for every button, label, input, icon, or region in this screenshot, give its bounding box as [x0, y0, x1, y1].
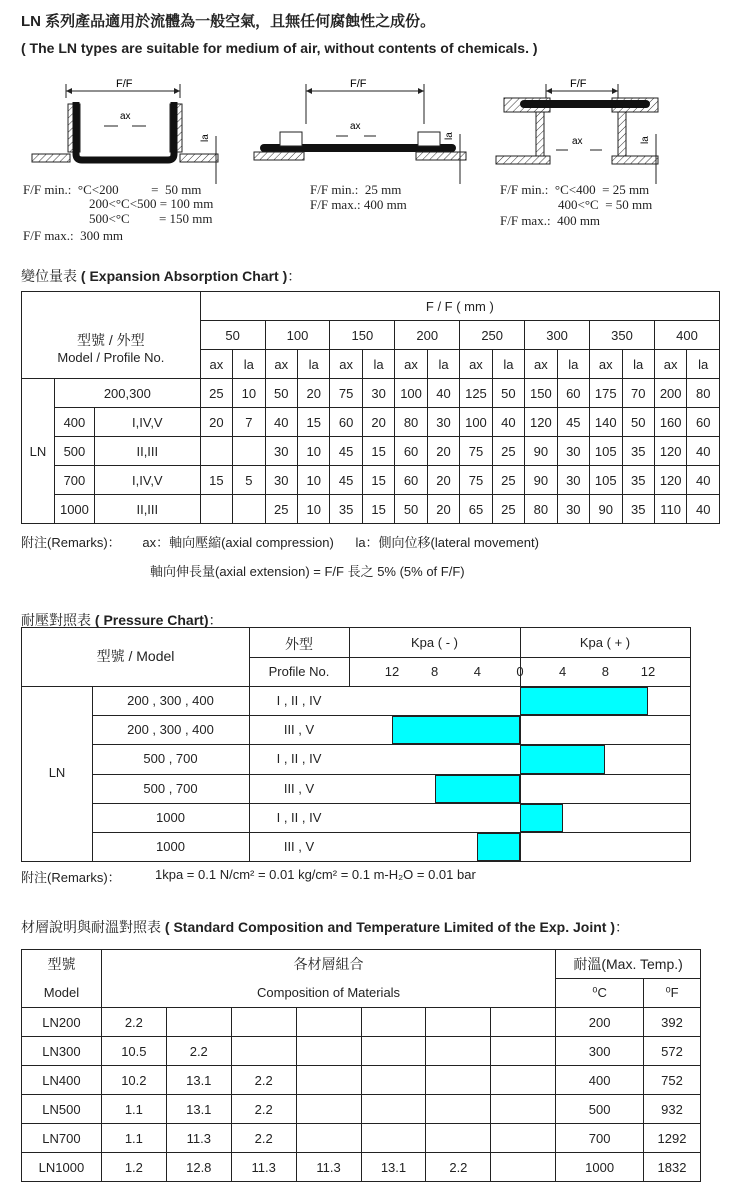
exp-cell: 90	[590, 495, 622, 524]
exp-ff-50: 50	[200, 321, 265, 350]
pressure-bar	[392, 716, 520, 744]
exp-profile: I,IV,V	[94, 466, 200, 495]
pressure-bar	[435, 775, 520, 803]
mat-row	[22, 1008, 701, 1037]
mat-row	[22, 1095, 701, 1124]
mat-model: LN700	[22, 1124, 102, 1153]
mat-layer	[296, 1095, 361, 1124]
exp-cell: 30	[265, 466, 297, 495]
materials-title-cn: 材層說明與耐溫對照表	[21, 919, 161, 935]
pressure-row-model: 500 , 700	[143, 780, 198, 796]
exp-cell: 75	[330, 379, 362, 408]
diagram1-ax-label: ax	[120, 111, 131, 122]
mat-layer	[231, 1037, 296, 1066]
mat-layer	[361, 1095, 426, 1124]
exp-row	[22, 437, 720, 466]
exp-cell: 15	[298, 408, 330, 437]
exp-cell: 50	[395, 495, 427, 524]
pressure-remark-body: 1kpa = 0.1 N/cm² = 0.01 kg/cm² = 0.1 m-H₂O = 0.01 bar	[155, 867, 476, 882]
pressure-row-line	[92, 774, 690, 775]
mat-layer	[426, 1008, 491, 1037]
mat-temp-c: 1000	[556, 1153, 644, 1182]
exp-cell: 10	[298, 466, 330, 495]
exp-ax-head: ax	[590, 350, 622, 379]
exp-cell: 30	[557, 466, 589, 495]
pressure-row-profile: I , II , IV	[276, 751, 322, 767]
exp-cell: 45	[557, 408, 589, 437]
exp-axla-row	[22, 350, 720, 379]
exp-row	[22, 466, 720, 495]
mat-head-temp: 耐溫(Max. Temp.)	[556, 950, 701, 979]
mat-layer	[361, 1066, 426, 1095]
pressure-row-line	[92, 832, 690, 833]
exp-cell: 105	[590, 437, 622, 466]
exp-cell: 50	[622, 408, 654, 437]
expansion-title	[21, 266, 301, 286]
mat-temp-f: 572	[644, 1037, 701, 1066]
exp-cell: 15	[362, 495, 394, 524]
exp-row	[22, 495, 720, 524]
exp-cell: 25	[492, 495, 524, 524]
pressure-row-profile: III , V	[283, 722, 315, 738]
exp-cell: 60	[330, 408, 362, 437]
mat-layer: 11.3	[231, 1153, 296, 1182]
mat-model: LN300	[22, 1037, 102, 1066]
pressure-row-model: 1000	[156, 839, 185, 854]
d3-line3: F/F max.: 400 mm	[500, 213, 601, 228]
exp-cell: 70	[622, 379, 654, 408]
exp-cell: 25	[492, 466, 524, 495]
exp-cell: 35	[622, 495, 654, 524]
mat-layer: 12.8	[166, 1153, 231, 1182]
d3-line2: 400<°C = 50 mm	[558, 197, 653, 212]
exp-cell: 10	[233, 379, 265, 408]
exp-ax-head: ax	[525, 350, 557, 379]
pressure-bar	[477, 833, 520, 861]
pressure-head-profile-en: Profile No.	[268, 664, 330, 679]
exp-cell: 120	[654, 437, 686, 466]
diagram1-la-label: la	[200, 134, 211, 142]
pressure-tick-pos: 4	[559, 664, 567, 679]
exp-cell: 50	[492, 379, 524, 408]
pressure-head-profile-cn: 外型	[285, 636, 313, 652]
mat-body	[22, 950, 701, 1182]
mat-head-model-cn: 型號	[22, 950, 102, 979]
pressure-row-line	[92, 803, 690, 804]
d3-line1: F/F min.: °C<400 = 25 mm	[500, 182, 650, 197]
mat-layer: 2.2	[231, 1066, 296, 1095]
mat-temp-c: 300	[556, 1037, 644, 1066]
exp-cell: 120	[525, 408, 557, 437]
mat-layer	[296, 1008, 361, 1037]
pressure-ln: LN	[48, 765, 66, 780]
mat-temp-c: 400	[556, 1066, 644, 1095]
exp-cell: 80	[525, 495, 557, 524]
materials-title-en: ( Standard Composition and Temperature Limited of the Exp. Joint )	[164, 919, 615, 935]
exp-ax-head: ax	[654, 350, 686, 379]
diagram3-ff-label: F/F	[570, 78, 587, 90]
pressure-bar	[520, 687, 648, 715]
exp-ff-250: 250	[460, 321, 525, 350]
exp-row	[22, 379, 720, 408]
mat-layer: 11.3	[296, 1153, 361, 1182]
exp-ax-head: ax	[200, 350, 232, 379]
mat-model: LN500	[22, 1095, 102, 1124]
mat-row	[22, 1066, 701, 1095]
exp-cell: 15	[362, 437, 394, 466]
exp-la-head: la	[492, 350, 524, 379]
materials-title	[21, 917, 629, 937]
d1-line3: 500<°C = 150 mm	[89, 211, 213, 226]
pressure-remark-lead: 附注(Remarks)：	[21, 870, 121, 885]
exp-cell: 45	[330, 466, 362, 495]
mat-layer	[426, 1124, 491, 1153]
pressure-bar	[520, 745, 605, 773]
exp-cell: 60	[687, 408, 720, 437]
mat-model: LN400	[22, 1066, 102, 1095]
mat-layer	[426, 1037, 491, 1066]
exp-la-head: la	[362, 350, 394, 379]
pressure-row-model: 1000	[156, 809, 185, 825]
mat-layer	[491, 1124, 556, 1153]
exp-row	[22, 408, 720, 437]
mat-layer	[296, 1037, 361, 1066]
exp-cell: 20	[362, 408, 394, 437]
exp-cell: 20	[427, 466, 459, 495]
exp-head-model-cn: 型號 / 外型	[77, 331, 145, 348]
exp-cell: 10	[298, 437, 330, 466]
mat-temp-f: 1292	[644, 1124, 701, 1153]
mat-layer: 13.1	[166, 1066, 231, 1095]
exp-cell: 60	[395, 437, 427, 466]
exp-cell: 120	[654, 466, 686, 495]
mat-layer	[426, 1066, 491, 1095]
diagram-u-profile	[32, 78, 218, 184]
pressure-head-pos: Kpa ( + )	[579, 635, 631, 650]
exp-body	[22, 379, 720, 524]
mat-row	[22, 1124, 701, 1153]
exp-cell: 100	[395, 379, 427, 408]
exp-ln: LN	[22, 379, 55, 524]
exp-cell: 80	[687, 379, 720, 408]
mat-layer	[491, 1153, 556, 1182]
mat-layer: 11.3	[166, 1124, 231, 1153]
d2-line2: F/F max.: 400 mm	[310, 197, 407, 212]
pressure-title-cn: 耐壓對照表	[21, 612, 91, 628]
pressure-row-profile: III , V	[283, 780, 315, 796]
exp-la-head: la	[427, 350, 459, 379]
exp-cell: 10	[298, 495, 330, 524]
mat-layer	[296, 1124, 361, 1153]
mat-layer	[491, 1037, 556, 1066]
joint-diagrams	[20, 74, 710, 184]
mat-model: LN1000	[22, 1153, 102, 1182]
mat-temp-f: 392	[644, 1008, 701, 1037]
mat-layer: 2.2	[426, 1153, 491, 1182]
exp-cell: 40	[492, 408, 524, 437]
exp-cell: 40	[265, 408, 297, 437]
exp-model: 1000	[54, 495, 94, 524]
exp-cell: 40	[687, 466, 720, 495]
mat-temp-f: 932	[644, 1095, 701, 1124]
exp-profile: II,III	[94, 437, 200, 466]
pressure-bar	[520, 804, 563, 832]
exp-cell: 100	[460, 408, 492, 437]
mat-layer: 2.2	[231, 1095, 296, 1124]
mat-layer	[361, 1124, 426, 1153]
exp-cell: 40	[427, 379, 459, 408]
exp-ff-200: 200	[395, 321, 460, 350]
materials-title-colon: ：	[615, 919, 629, 935]
pressure-row-model: 500 , 700	[143, 751, 198, 767]
exp-cell: 60	[557, 379, 589, 408]
exp-head-model-en: Model / Profile No.	[22, 350, 201, 379]
exp-cell: 175	[590, 379, 622, 408]
exp-cell: 20	[298, 379, 330, 408]
pressure-chart	[21, 627, 691, 862]
pressure-tick-neg: 8	[431, 664, 439, 679]
exp-cell: 30	[557, 437, 589, 466]
diagram3-ax-label: ax	[572, 136, 583, 147]
exp-cell: 65	[460, 495, 492, 524]
exp-cell: 75	[460, 437, 492, 466]
expansion-table	[21, 291, 720, 524]
exp-model: 200,300	[54, 379, 200, 408]
mat-temp-f: 1832	[644, 1153, 701, 1182]
exp-ff-100: 100	[265, 321, 330, 350]
mat-layer	[491, 1066, 556, 1095]
exp-ax-head: ax	[395, 350, 427, 379]
mat-layer: 1.1	[101, 1124, 166, 1153]
pressure-tick-neg: 4	[473, 664, 481, 679]
exp-cell: 35	[622, 437, 654, 466]
pressure-row-model: 200 , 300 , 400	[127, 693, 214, 708]
exp-cell: 40	[687, 437, 720, 466]
mat-unit-c: ⁰C	[556, 979, 644, 1008]
mat-row	[22, 1037, 701, 1066]
exp-cell: 90	[525, 437, 557, 466]
header-cn: LN 系列產品適用於流體為一般空氣，且無任何腐蝕性之成份。	[21, 13, 436, 30]
mat-layer: 1.2	[101, 1153, 166, 1182]
exp-cell: 15	[362, 466, 394, 495]
exp-cell: 30	[362, 379, 394, 408]
exp-cell: 30	[427, 408, 459, 437]
mat-layer: 10.5	[101, 1037, 166, 1066]
d1-line1: F/F min.: °C<200 = 50 mm	[23, 182, 202, 197]
expansion-remark2: 軸向伸長量(axial extension) = F/F 長之 5% (5% of F/F)	[150, 564, 465, 579]
mat-layer: 10.2	[101, 1066, 166, 1095]
mat-layer	[426, 1095, 491, 1124]
mat-layer: 2.2	[166, 1037, 231, 1066]
exp-cell: 200	[654, 379, 686, 408]
mat-layer: 13.1	[361, 1153, 426, 1182]
exp-cell: 125	[460, 379, 492, 408]
exp-cell: 105	[590, 466, 622, 495]
exp-cell: 35	[330, 495, 362, 524]
mat-layer	[361, 1008, 426, 1037]
mat-head-model-en: Model	[22, 979, 102, 1008]
exp-cell: 5	[233, 466, 265, 495]
exp-model: 700	[54, 466, 94, 495]
mat-layer	[296, 1066, 361, 1095]
exp-ax-head: ax	[460, 350, 492, 379]
d1-line2: 200<°C<500 = 100 mm	[89, 196, 214, 211]
exp-cell: 20	[427, 495, 459, 524]
exp-cell: 60	[395, 466, 427, 495]
mat-row	[22, 1153, 701, 1182]
exp-ax-head: ax	[330, 350, 362, 379]
mat-layer	[231, 1008, 296, 1037]
pressure-row-model: 200 , 300 , 400	[127, 722, 214, 738]
exp-la-head: la	[233, 350, 265, 379]
exp-cell: 40	[687, 495, 720, 524]
exp-cell: 80	[395, 408, 427, 437]
exp-cell	[233, 437, 265, 466]
expansion-title-colon: ：	[287, 268, 302, 284]
mat-layer: 2.2	[101, 1008, 166, 1037]
pressure-row-line	[92, 715, 690, 716]
exp-cell: 25	[265, 495, 297, 524]
expansion-remark1: 附注(Remarks)： ax：軸向壓縮(axial compression) la：側向位移(lateral movement)	[21, 535, 539, 550]
exp-cell: 75	[460, 466, 492, 495]
exp-cell	[233, 495, 265, 524]
diagram2-ff-label: F/F	[350, 78, 367, 90]
exp-cell: 20	[200, 408, 232, 437]
exp-cell: 20	[427, 437, 459, 466]
pressure-head-model: 型號 / Model	[96, 648, 175, 664]
exp-la-head: la	[298, 350, 330, 379]
exp-la-head: la	[687, 350, 720, 379]
exp-ff-150: 150	[330, 321, 395, 350]
exp-cell: 15	[200, 466, 232, 495]
exp-la-head: la	[622, 350, 654, 379]
mat-temp-c: 700	[556, 1124, 644, 1153]
exp-profile: I,IV,V	[94, 408, 200, 437]
exp-cell: 25	[200, 379, 232, 408]
diagram-flat-profile	[254, 78, 466, 184]
exp-ax-head: ax	[265, 350, 297, 379]
exp-model: 400	[54, 408, 94, 437]
pressure-tick-pos: 8	[601, 664, 609, 679]
exp-cell: 45	[330, 437, 362, 466]
exp-model: 500	[54, 437, 94, 466]
materials-table	[21, 949, 701, 1182]
exp-ff-400: 400	[654, 321, 719, 350]
exp-cell: 150	[525, 379, 557, 408]
exp-cell: 160	[654, 408, 686, 437]
mat-head-comp-cn: 各材層組合	[101, 950, 555, 979]
d2-line1: F/F min.: 25 mm	[310, 182, 402, 197]
pressure-tick-pos: 12	[640, 664, 656, 679]
mat-layer: 13.1	[166, 1095, 231, 1124]
diagram-flanged-profile	[496, 78, 658, 184]
diagram1-ff-label: F/F	[116, 78, 133, 90]
mat-unit-f: ⁰F	[644, 979, 701, 1008]
mat-layer: 1.1	[101, 1095, 166, 1124]
d1-line4: F/F max.: 300 mm	[23, 228, 124, 243]
mat-layer	[491, 1095, 556, 1124]
mat-layer: 2.2	[231, 1124, 296, 1153]
exp-cell: 50	[265, 379, 297, 408]
exp-profile: II,III	[94, 495, 200, 524]
expansion-title-en: ( Expansion Absorption Chart )	[80, 268, 288, 284]
pressure-head-neg: Kpa ( - )	[411, 635, 458, 650]
exp-cell: 35	[622, 466, 654, 495]
exp-cell: 25	[492, 437, 524, 466]
exp-la-head: la	[557, 350, 589, 379]
exp-cell: 140	[590, 408, 622, 437]
mat-temp-f: 752	[644, 1066, 701, 1095]
exp-cell: 90	[525, 466, 557, 495]
diagram2-la-label: la	[444, 132, 455, 140]
mat-layer	[166, 1008, 231, 1037]
diagram2-ax-label: ax	[350, 121, 361, 132]
pressure-title-en: ( Pressure Chart)	[94, 612, 209, 628]
exp-cell: 7	[233, 408, 265, 437]
mat-layer	[491, 1008, 556, 1037]
exp-cell: 110	[654, 495, 686, 524]
expansion-title-cn: 變位量表	[21, 268, 77, 284]
pressure-row-profile: I , II , IV	[276, 809, 322, 825]
exp-ff-300: 300	[525, 321, 590, 350]
mat-head-comp-en: Composition of Materials	[101, 979, 555, 1008]
pressure-tick-neg: 12	[384, 664, 400, 679]
exp-cell: 30	[265, 437, 297, 466]
exp-cell	[200, 495, 232, 524]
header-en: ( The LN types are suitable for medium of air, without contents of chemicals. )	[21, 40, 538, 56]
pressure-row-profile: III , V	[283, 839, 315, 854]
mat-model: LN200	[22, 1008, 102, 1037]
diagram3-la-label: la	[640, 136, 651, 144]
pressure-title-colon: ：	[208, 612, 223, 628]
exp-cell: 30	[557, 495, 589, 524]
mat-temp-c: 500	[556, 1095, 644, 1124]
exp-cell	[200, 437, 232, 466]
exp-ff-350: 350	[590, 321, 655, 350]
pressure-row-profile: I , II , IV	[276, 693, 322, 708]
pressure-tick-zero: 0	[516, 664, 524, 679]
exp-head-ff: F / F ( mm )	[200, 292, 719, 321]
exp-head-model	[22, 292, 201, 350]
mat-temp-c: 200	[556, 1008, 644, 1037]
mat-layer	[361, 1037, 426, 1066]
